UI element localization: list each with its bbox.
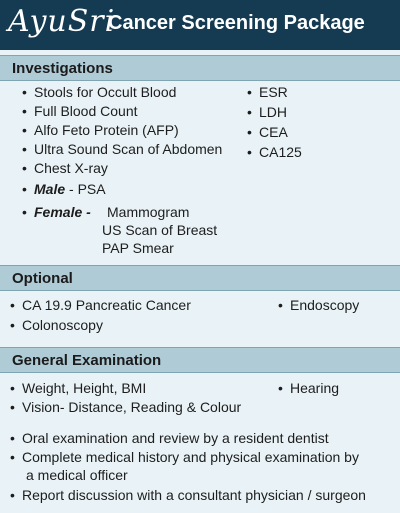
list-item: • Report discussion with a consultant physician / surgeon	[10, 487, 366, 503]
list-item: • Hearing	[278, 380, 340, 396]
list-item: • Chest X-ray	[22, 160, 108, 176]
list-item: • CA125	[247, 144, 302, 160]
list-item: • LDH	[247, 104, 288, 120]
list-item: • Complete medical history and physical examination by	[10, 449, 359, 465]
male-test-item: • Male - PSA	[22, 181, 106, 197]
section-title: General Examination	[12, 352, 162, 369]
header-bar	[0, 0, 400, 50]
section-title: Optional	[12, 270, 73, 287]
list-item: • Stools for Occult Blood	[22, 84, 177, 100]
section-header-investigations	[0, 55, 400, 81]
female-test-item: • Female -	[22, 204, 91, 220]
section-header-optional	[0, 265, 400, 291]
list-item: • Colonoscopy	[10, 317, 103, 333]
female-test: PAP Smear	[102, 240, 174, 256]
list-item: • Vision- Distance, Reading & Colour	[10, 399, 242, 415]
brand-logo: AyuSri	[8, 4, 116, 39]
female-test: US Scan of Breast	[102, 222, 218, 238]
list-item: • Oral examination and review by a resident dentist	[10, 430, 329, 446]
list-item: • ESR	[247, 84, 288, 100]
list-item: • Weight, Height, BMI	[10, 380, 147, 396]
list-item: • Ultra Sound Scan of Abdomen	[22, 141, 223, 157]
list-item-continuation: a medical officer	[26, 467, 128, 483]
list-item: • CEA	[247, 124, 288, 140]
list-item: • CA 19.9 Pancreatic Cancer	[10, 297, 191, 313]
page-title: Cancer Screening Package	[108, 12, 365, 34]
list-item: • Endoscopy	[278, 297, 360, 313]
list-item: • Full Blood Count	[22, 103, 138, 119]
list-item: • Alfo Feto Protein (AFP)	[22, 122, 179, 138]
section-title: Investigations	[12, 60, 113, 77]
female-test: Mammogram	[107, 204, 190, 220]
section-header-general-examination	[0, 347, 400, 373]
